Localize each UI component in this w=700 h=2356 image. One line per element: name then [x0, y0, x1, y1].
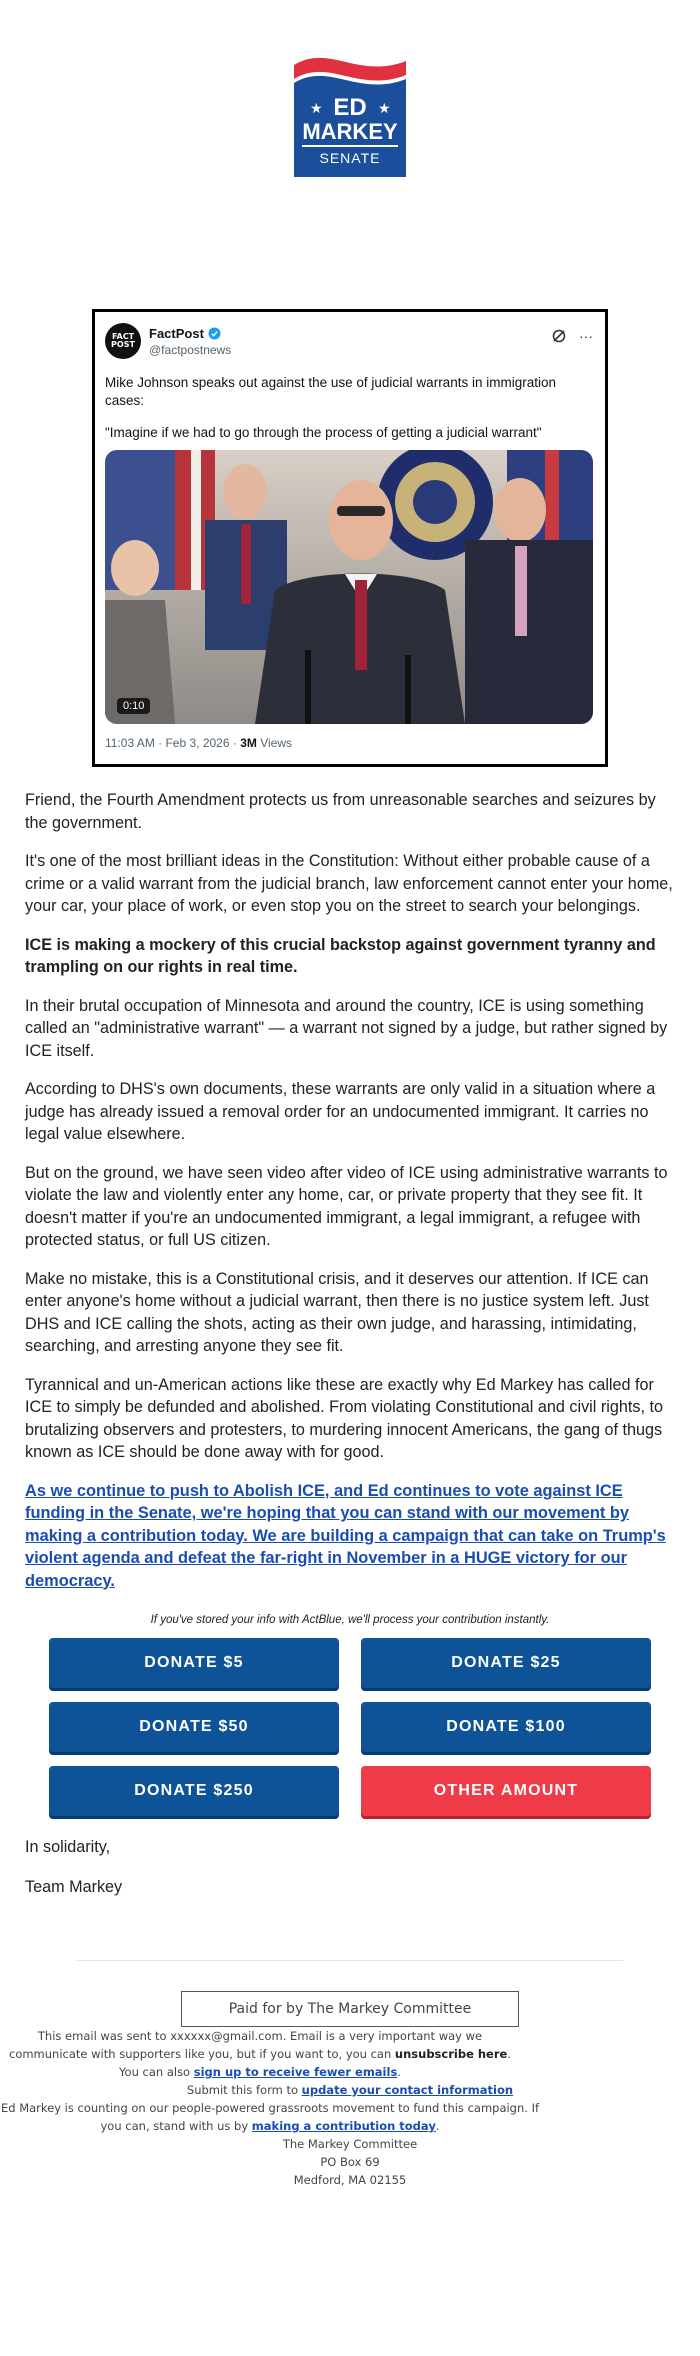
- factpost-avatar[interactable]: FACT POST: [105, 323, 141, 359]
- footer-contribution-link[interactable]: making a contribution today: [251, 2119, 436, 2133]
- footer-email-notice: [0, 2027, 520, 2081]
- tweet-author-handle[interactable]: @factpostnews: [149, 342, 232, 357]
- tweet-text: [105, 374, 595, 442]
- footer-update-notice: [0, 2081, 700, 2099]
- press-conference-video-frame: [105, 450, 593, 724]
- tweet-text-p2: "Imagine if we had to go through the process of getting a judicial warrant": [105, 425, 542, 440]
- signoff-signature: Team Markey: [25, 1878, 123, 1896]
- tweet-author: [149, 326, 231, 357]
- tweet-header: [105, 320, 595, 362]
- donate-250-button[interactable]: DONATE $250: [49, 1766, 339, 1816]
- svg-text:★: ★: [310, 100, 323, 116]
- signoff-line: In solidarity,: [25, 1838, 111, 1856]
- tweet-metadata: [105, 736, 595, 750]
- address-line: Medford, MA 02155: [293, 2173, 407, 2187]
- tweet-views-count: 3M: [240, 736, 257, 750]
- body-paragraph: Tyrannical and un-American actions like these are exactly why Ed Markey has called for ICE to simply be defunded and abolished. From violating Constitutional and civil rights, to brutalizing observers and protesters, to murdering innocent Americans, the gang of thugs known as ICE should be done away with for good.: [25, 1375, 663, 1461]
- footer-text: Ed Markey is counting on our people-powered grassroots movement to fund this campaign. If you can, stand with us by: [0, 2101, 540, 2133]
- email-body: [0, 789, 700, 1592]
- tweet-video[interactable]: [105, 450, 593, 724]
- tweet-views-label: Views: [256, 736, 292, 750]
- footer-text: .: [397, 2065, 401, 2079]
- signoff: [0, 1836, 700, 1898]
- tweet-text-p1: Mike Johnson speaks out against the use of judicial warrants in immigration cases:: [105, 375, 556, 408]
- footer: [0, 2027, 700, 2189]
- footer-text: . Email is a very important way we communicate with supporters like you, but if you want to, you can: [9, 2029, 483, 2061]
- actblue-note: If you've stored your info with ActBlue, we'll process your contribution instantly.: [150, 1614, 550, 1626]
- donate-5-button[interactable]: DONATE $5: [49, 1638, 339, 1688]
- donate-50-button[interactable]: DONATE $50: [49, 1702, 339, 1752]
- footer-fundraising-notice: [0, 2099, 540, 2135]
- donate-100-button[interactable]: DONATE $100: [361, 1702, 651, 1752]
- fewer-emails-link[interactable]: sign up to receive fewer emails: [193, 2065, 398, 2079]
- logo-line2: MARKEY: [302, 119, 398, 144]
- logo-container: [0, 0, 700, 245]
- svg-text:★: ★: [378, 100, 391, 116]
- footer-text: Submit this form to: [186, 2083, 302, 2097]
- body-paragraph: But on the ground, we have seen video after video of ICE using administrative warrants to violate the law and violently enter any home, car, or private property that they see fit. It doesn't matter if you're an undocumented immigrant, a legal immigrant, a refugee with protected status, or full US citizen.: [25, 1163, 668, 1249]
- more-icon[interactable]: ···: [579, 328, 593, 344]
- footer-address: [0, 2135, 700, 2189]
- recipient-email: xxxxxx@gmail.com: [170, 2029, 283, 2043]
- logo-line1: ED: [333, 94, 367, 121]
- embedded-tweet[interactable]: [92, 309, 608, 767]
- update-contact-link[interactable]: update your contact information: [301, 2083, 514, 2097]
- address-line: PO Box 69: [320, 2155, 380, 2169]
- paid-for-disclaimer: Paid for by The Markey Committee: [181, 1991, 519, 2027]
- footer-text: . You can also: [119, 2047, 511, 2079]
- footer-text: .: [435, 2119, 440, 2133]
- author-name-text: FactPost: [149, 325, 204, 341]
- ed-markey-senate-logo: [292, 55, 408, 177]
- tweet-actions: [551, 328, 593, 344]
- logo-line3: SENATE: [319, 150, 381, 166]
- address-line: The Markey Committee: [282, 2137, 418, 2151]
- video-duration: 0:10: [117, 698, 150, 714]
- verified-badge-icon: [208, 327, 221, 340]
- contribution-call-link[interactable]: As we continue to push to Abolish ICE, and Ed continues to vote against ICE funding in the Senate, we're hoping that you can stand with our movement by making a contribution today. We are building a campaign that can take on Trump's violent agenda and defeat the far-right in November in a HUGE victory for our democracy.: [25, 1481, 666, 1590]
- body-paragraph-bold: ICE is making a mockery of this crucial backstop against government tyranny and trampling on our rights in real time.: [25, 935, 656, 976]
- body-paragraph: According to DHS's own documents, these warrants are only valid in a situation where a judge has already issued a removal order for an undocumented immigrant. It carries no legal value elsewhere.: [25, 1080, 656, 1143]
- other-amount-button[interactable]: OTHER AMOUNT: [361, 1766, 651, 1816]
- tweet-timestamp[interactable]: 11:03 AM · Feb 3, 2026 ·: [105, 736, 241, 750]
- unsubscribe-link[interactable]: unsubscribe here: [394, 2047, 508, 2061]
- body-paragraph: Make no mistake, this is a Constitutional crisis, and it deserves our attention. If ICE can enter anyone's home without a judicial warrant, then there is no justice system left. Just DHS and ICE calling the shots, acting as their own judge, and harassing, intimidating, searching, and arresting anyone they see fit.: [25, 1269, 649, 1355]
- body-paragraph: Friend, the Fourth Amendment protects us from unreasonable searches and seizures by the government.: [25, 791, 656, 832]
- donate-25-button[interactable]: DONATE $25: [361, 1638, 651, 1688]
- footer-text: This email was sent to: [37, 2029, 171, 2043]
- donate-buttons: [49, 1638, 651, 1816]
- grok-icon[interactable]: [551, 328, 567, 344]
- body-paragraph: It's one of the most brilliant ideas in the Constitution: Without either probable cause of a crime or a valid warrant from the judicial branch, law enforcement cannot enter your home, your car, your place of work, or even stop you on the street to search your belongings.: [25, 852, 673, 915]
- tweet-author-name[interactable]: [149, 326, 231, 341]
- body-paragraph: In their brutal occupation of Minnesota and around the country, ICE is using something called an "administrative warrant" — a warrant not signed by a judge, but rather signed by ICE itself.: [25, 996, 668, 1060]
- footer-divider: [77, 1960, 623, 1961]
